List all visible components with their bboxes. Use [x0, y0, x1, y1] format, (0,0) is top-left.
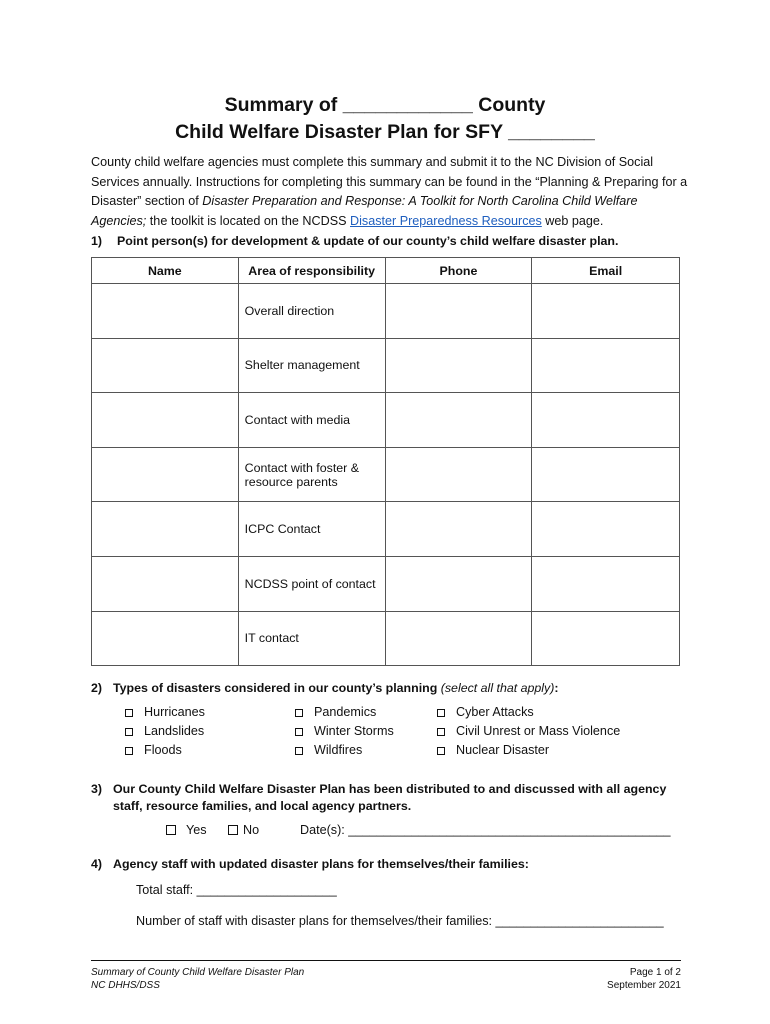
footer-date: September 2021 — [607, 980, 681, 991]
checkbox-icon[interactable] — [166, 825, 176, 835]
checkbox-label: Civil Unrest or Mass Violence — [456, 724, 621, 738]
checkbox-label: Winter Storms — [314, 724, 394, 738]
dates-field[interactable]: Date(s): ______________________________________________ — [300, 823, 671, 837]
email-cell[interactable] — [532, 502, 680, 557]
checkbox-icon[interactable] — [125, 747, 133, 755]
email-cell[interactable] — [532, 393, 680, 448]
table-header-row — [92, 258, 680, 284]
table-row — [92, 284, 680, 339]
intro-text-b: the toolkit is located on the NCDSS — [146, 213, 351, 228]
title-line-2: Child Welfare Disaster Plan for SFY ________ — [175, 121, 595, 143]
checkbox-icon[interactable] — [295, 747, 303, 755]
footer-document-title: Summary of County Child Welfare Disaster Plan — [91, 967, 305, 978]
name-cell[interactable] — [92, 338, 239, 393]
checkbox-label: Wildfires — [314, 743, 363, 757]
question-text: Point person(s) for development & update of our county’s child welfare disaster plan. — [117, 234, 619, 248]
question-text-line-1: Our County Child Welfare Disaster Plan has been distributed to and discussed with all agency — [113, 782, 667, 796]
table-row — [92, 447, 680, 502]
question-hint: (select all that apply) — [440, 681, 555, 695]
area-cell — [238, 447, 385, 502]
checkbox-item[interactable] — [295, 741, 394, 760]
disaster-preparedness-link[interactable]: Disaster Preparedness Resources — [350, 213, 542, 228]
question-text-line-2: staff, resource families, and local agency partners. — [113, 799, 412, 813]
intro-text-a: County child welfare agencies must complete this summary and submit it to the NC Division of Social Services annually. Instructions for completing this summary can be found in the “Planning & Preparing for a Disaster” section of — [91, 155, 688, 208]
question-2 — [91, 681, 559, 695]
staff-with-plans-field[interactable]: Number of staff with disaster plans for themselves/their families: ________________________ — [136, 914, 664, 928]
yes-checkbox[interactable] — [166, 823, 207, 837]
name-cell[interactable] — [92, 556, 239, 611]
question-number: 2) — [91, 681, 103, 695]
table-row — [92, 611, 680, 666]
area-cell: NCDSS point of contact — [238, 556, 385, 611]
phone-cell[interactable] — [385, 393, 532, 448]
checkbox-item[interactable] — [125, 722, 205, 741]
intro-toolkit-title: Disaster Preparation and Response: A Toolkit for North Carolina Child Welfare Agencies; — [91, 194, 638, 228]
intro-text-c: web page. — [541, 213, 604, 228]
footer-right — [480, 966, 681, 992]
disaster-column-1 — [125, 703, 205, 760]
question-3 — [91, 781, 666, 815]
checkbox-icon[interactable] — [437, 747, 445, 755]
phone-cell[interactable] — [385, 502, 532, 557]
table-row — [92, 393, 680, 448]
disaster-column-2 — [295, 703, 394, 760]
checkbox-item[interactable] — [437, 703, 620, 722]
name-cell[interactable] — [92, 284, 239, 339]
area-cell: Contact with media — [238, 393, 385, 448]
question-text: Types of disasters considered in our county’s planning — [113, 681, 441, 695]
checkbox-icon[interactable] — [437, 728, 445, 736]
checkbox-item[interactable] — [295, 722, 394, 741]
checkbox-item[interactable] — [295, 703, 394, 722]
checkbox-item[interactable] — [437, 722, 620, 741]
checkbox-item[interactable] — [125, 703, 205, 722]
footer-left — [91, 966, 304, 992]
checkbox-icon[interactable] — [437, 709, 445, 717]
footer-rule — [91, 960, 681, 961]
yes-label: Yes — [186, 823, 207, 837]
checkbox-icon[interactable] — [228, 825, 238, 835]
checkbox-icon[interactable] — [295, 709, 303, 717]
intro-paragraph — [91, 153, 691, 231]
total-staff-field[interactable]: Total staff: ____________________ — [136, 883, 337, 897]
phone-cell[interactable] — [385, 284, 532, 339]
footer-agency: NC DHHS/DSS — [91, 980, 160, 991]
checkbox-label: Nuclear Disaster — [456, 743, 550, 757]
disaster-column-3 — [437, 703, 620, 760]
email-cell[interactable] — [532, 338, 680, 393]
column-header-name: Name — [92, 258, 239, 284]
checkbox-label: Landslides — [144, 724, 205, 738]
checkbox-label: Hurricanes — [144, 705, 205, 719]
phone-cell[interactable] — [385, 556, 532, 611]
phone-cell[interactable] — [385, 611, 532, 666]
checkbox-label: Floods — [144, 743, 182, 757]
area-cell: Overall direction — [238, 284, 385, 339]
question-number: 1) — [91, 234, 103, 248]
question-number: 3) — [91, 782, 103, 796]
checkbox-item[interactable] — [125, 741, 205, 760]
checkbox-item[interactable] — [437, 741, 620, 760]
column-header-area: Area of responsibility — [238, 258, 385, 284]
name-cell[interactable] — [92, 502, 239, 557]
checkbox-label: Cyber Attacks — [456, 705, 534, 719]
column-header-email: Email — [532, 258, 680, 284]
column-header-phone: Phone — [385, 258, 532, 284]
email-cell[interactable] — [532, 611, 680, 666]
name-cell[interactable] — [92, 611, 239, 666]
checkbox-icon[interactable] — [125, 709, 133, 717]
phone-cell[interactable] — [385, 447, 532, 502]
area-cell: ICPC Contact — [238, 502, 385, 557]
name-cell[interactable] — [92, 447, 239, 502]
question-text: Agency staff with updated disaster plans for themselves/their families: — [113, 857, 529, 871]
name-cell[interactable] — [92, 393, 239, 448]
area-label: Contact with foster & resource parents — [244, 460, 359, 489]
question-4 — [91, 857, 529, 871]
email-cell[interactable] — [532, 556, 680, 611]
table-row — [92, 502, 680, 557]
table-row — [92, 556, 680, 611]
checkbox-icon[interactable] — [125, 728, 133, 736]
area-cell: Shelter management — [238, 338, 385, 393]
email-cell[interactable] — [532, 447, 680, 502]
email-cell[interactable] — [532, 284, 680, 339]
question-colon: : — [554, 681, 559, 695]
point-person-table — [91, 257, 680, 666]
title-line-1: Summary of ____________ County — [224, 94, 546, 116]
table-row — [92, 338, 680, 393]
checkbox-icon[interactable] — [295, 728, 303, 736]
phone-cell[interactable] — [385, 338, 532, 393]
question-number: 4) — [91, 857, 103, 871]
area-cell: IT contact — [238, 611, 385, 666]
no-label: No — [243, 823, 260, 837]
question-1 — [91, 234, 618, 248]
page-number: Page 1 of 2 — [629, 967, 681, 978]
checkbox-label: Pandemics — [314, 705, 377, 719]
no-checkbox[interactable] — [228, 823, 259, 837]
